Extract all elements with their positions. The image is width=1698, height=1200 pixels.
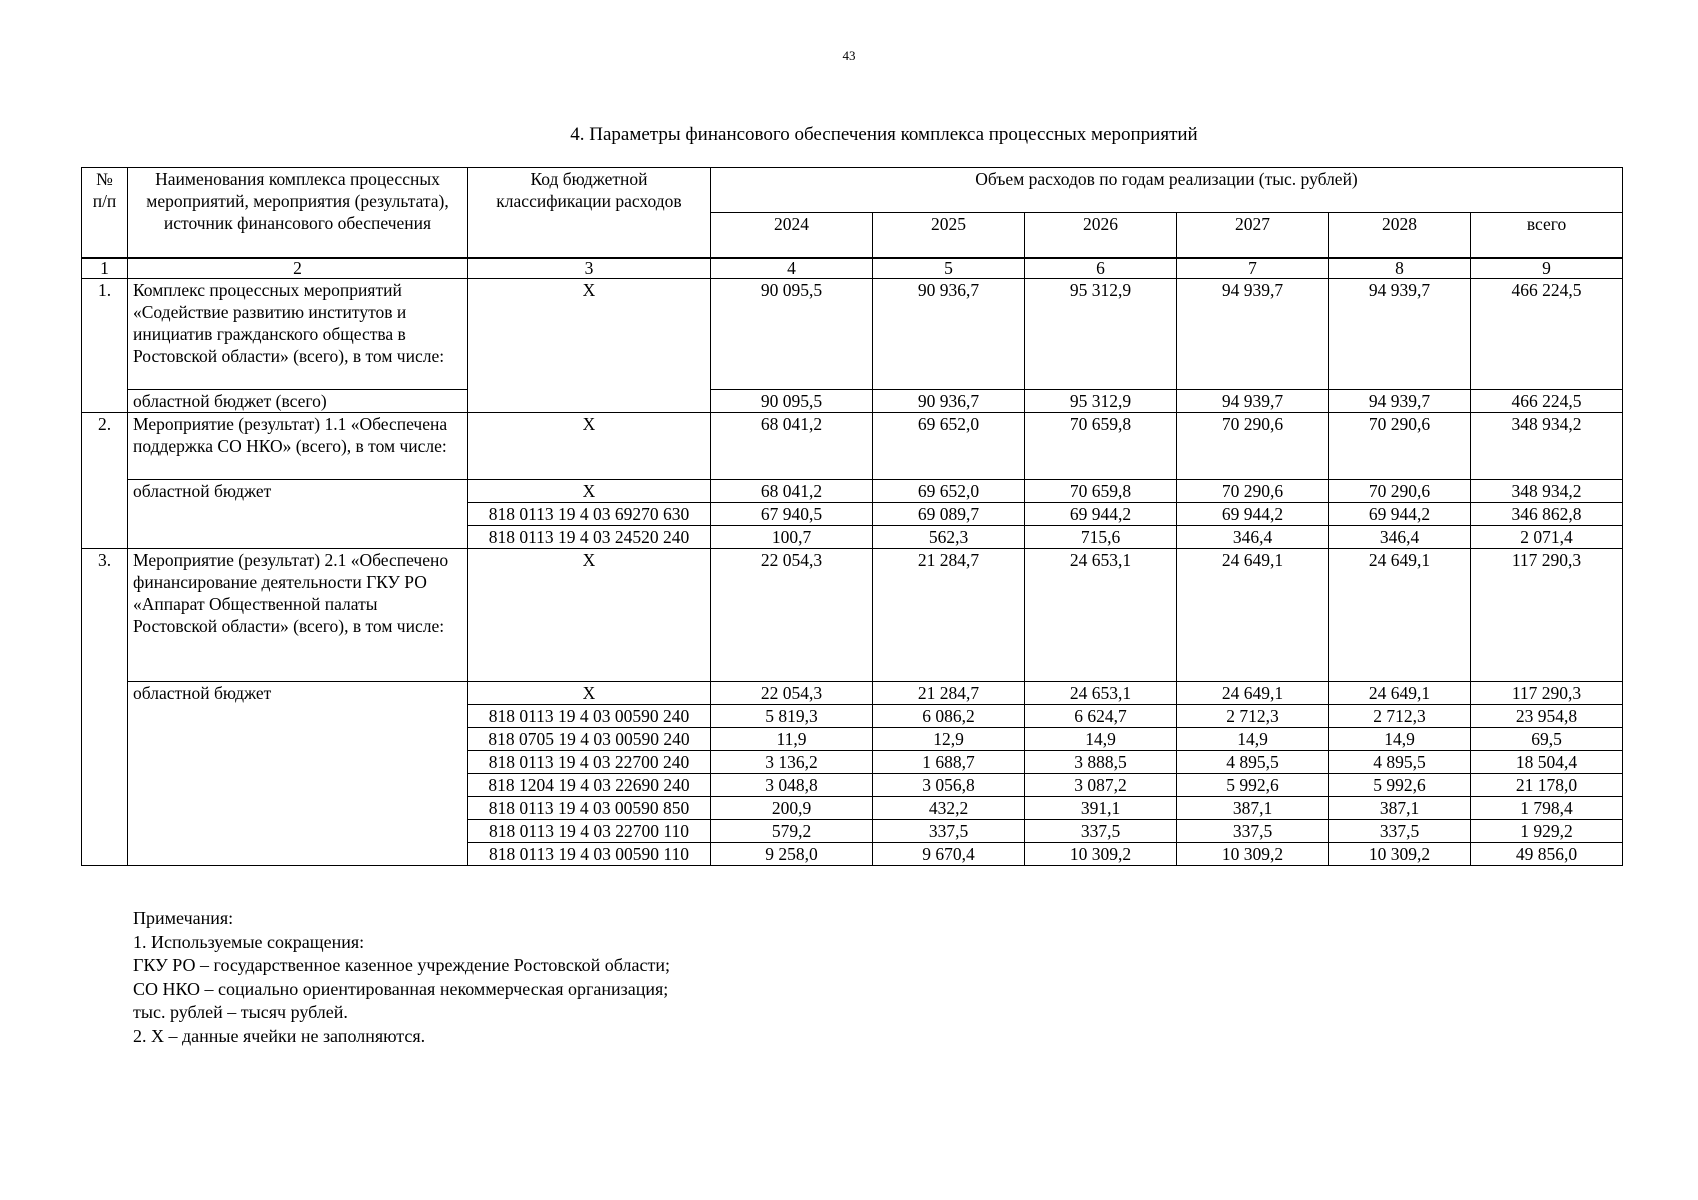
cell-value: 100,7 <box>711 526 873 549</box>
row-code: 818 0113 19 4 03 22700 110 <box>468 820 711 843</box>
cell-value: 466 224,5 <box>1471 390 1623 413</box>
row-code: 818 0113 19 4 03 00590 240 <box>468 705 711 728</box>
cell-value: 21 284,7 <box>873 549 1025 682</box>
header-row <box>82 168 1623 213</box>
cell-value: 90 095,5 <box>711 390 873 413</box>
cell-value: 14,9 <box>1025 728 1177 751</box>
cell-value: 117 290,3 <box>1471 549 1623 682</box>
cell-value: 2 712,3 <box>1177 705 1329 728</box>
col-number: 6 <box>1025 258 1177 279</box>
header-total: всего <box>1471 213 1623 259</box>
cell-value: 24 653,1 <box>1025 682 1177 705</box>
cell-value: 337,5 <box>1177 820 1329 843</box>
cell-value: 337,5 <box>873 820 1025 843</box>
cell-value: 95 312,9 <box>1025 279 1177 390</box>
cell-value: 69,5 <box>1471 728 1623 751</box>
cell-value: 4 895,5 <box>1329 751 1471 774</box>
cell-value: 10 309,2 <box>1177 843 1329 866</box>
table-row <box>82 480 1623 503</box>
cell-value: 6 624,7 <box>1025 705 1177 728</box>
note-line: тыс. рублей – тысяч рублей. <box>133 1002 348 1022</box>
row-subname: областной бюджет <box>128 480 468 549</box>
row-code: 818 0113 19 4 03 22700 240 <box>468 751 711 774</box>
row-code: Х <box>468 480 711 503</box>
budget-table <box>81 167 1623 866</box>
cell-value: 337,5 <box>1329 820 1471 843</box>
notes-heading: Примечания: <box>133 908 234 928</box>
cell-value: 1 798,4 <box>1471 797 1623 820</box>
cell-value: 90 095,5 <box>711 279 873 390</box>
cell-value: 70 290,6 <box>1177 413 1329 480</box>
row-name: Мероприятие (результат) 1.1 «Обеспечена поддержка СО НКО» (всего), в том числе: <box>128 413 468 480</box>
cell-value: 21 178,0 <box>1471 774 1623 797</box>
header-year: 2028 <box>1329 213 1471 259</box>
cell-value: 21 284,7 <box>873 682 1025 705</box>
cell-value: 18 504,4 <box>1471 751 1623 774</box>
note-line: ГКУ РО – государственное казенное учреждение Ростовской области; <box>133 955 670 975</box>
row-num: 1. <box>82 279 128 413</box>
header-num: № п/п <box>82 168 128 259</box>
cell-value: 14,9 <box>1177 728 1329 751</box>
col-number: 9 <box>1471 258 1623 279</box>
cell-value: 1 929,2 <box>1471 820 1623 843</box>
cell-value: 94 939,7 <box>1177 279 1329 390</box>
cell-value: 715,6 <box>1025 526 1177 549</box>
row-code: Х <box>468 279 711 413</box>
cell-value: 346,4 <box>1177 526 1329 549</box>
row-code: Х <box>468 413 711 480</box>
cell-value: 5 819,3 <box>711 705 873 728</box>
col-number: 3 <box>468 258 711 279</box>
cell-value: 4 895,5 <box>1177 751 1329 774</box>
row-code: 818 0113 19 4 03 24520 240 <box>468 526 711 549</box>
row-subname: областной бюджет (всего) <box>128 390 468 413</box>
cell-value: 432,2 <box>873 797 1025 820</box>
row-name: Мероприятие (результат) 2.1 «Обеспечено финансирование деятельности ГКУ РО «Аппарат Общественной палаты Ростовской области» (всего), в том числе: <box>128 549 468 682</box>
cell-value: 5 992,6 <box>1329 774 1471 797</box>
cell-value: 70 659,8 <box>1025 413 1177 480</box>
note-line: СО НКО – социально ориентированная некоммерческая организация; <box>133 978 669 999</box>
cell-value: 3 056,8 <box>873 774 1025 797</box>
cell-value: 14,9 <box>1329 728 1471 751</box>
table-row <box>82 413 1623 480</box>
cell-value: 12,9 <box>873 728 1025 751</box>
column-numbers-row <box>82 258 1623 279</box>
cell-value: 1 688,7 <box>873 751 1025 774</box>
cell-value: 22 054,3 <box>711 682 873 705</box>
header-name: Наименования комплекса процессных мероприятий, мероприятия (результата), источник финансового обеспечения <box>128 168 468 259</box>
cell-value: 94 939,7 <box>1329 390 1471 413</box>
notes <box>133 907 670 1048</box>
page-number: 43 <box>842 48 856 63</box>
table-title: 4. Параметры финансового обеспечения комплекса процессных мероприятий <box>570 124 1198 145</box>
cell-value: 24 649,1 <box>1177 682 1329 705</box>
cell-value: 69 652,0 <box>873 413 1025 480</box>
cell-value: 387,1 <box>1329 797 1471 820</box>
header-volume: Объем расходов по годам реализации (тыс. рублей) <box>711 168 1623 213</box>
cell-value: 69 089,7 <box>873 503 1025 526</box>
table-row <box>82 390 1623 413</box>
cell-value: 70 290,6 <box>1329 413 1471 480</box>
row-num: 3. <box>82 549 128 866</box>
cell-value: 200,9 <box>711 797 873 820</box>
cell-value: 346 862,8 <box>1471 503 1623 526</box>
table-row <box>82 279 1623 390</box>
col-number: 1 <box>82 258 128 279</box>
cell-value: 69 944,2 <box>1177 503 1329 526</box>
cell-value: 3 136,2 <box>711 751 873 774</box>
cell-value: 67 940,5 <box>711 503 873 526</box>
cell-value: 466 224,5 <box>1471 279 1623 390</box>
row-subname: областной бюджет <box>128 682 468 866</box>
cell-value: 70 290,6 <box>1177 480 1329 503</box>
cell-value: 68 041,2 <box>711 413 873 480</box>
col-number: 5 <box>873 258 1025 279</box>
note-line: 1. Используемые сокращения: <box>133 931 365 952</box>
cell-value: 11,9 <box>711 728 873 751</box>
cell-value: 94 939,7 <box>1177 390 1329 413</box>
cell-value: 348 934,2 <box>1471 413 1623 480</box>
cell-value: 579,2 <box>711 820 873 843</box>
header-year: 2026 <box>1025 213 1177 259</box>
row-code: 818 0705 19 4 03 00590 240 <box>468 728 711 751</box>
note-line: 2. Х – данные ячейки не заполняются. <box>133 1025 426 1046</box>
cell-value: 562,3 <box>873 526 1025 549</box>
cell-value: 337,5 <box>1025 820 1177 843</box>
cell-value: 69 944,2 <box>1329 503 1471 526</box>
cell-value: 69 944,2 <box>1025 503 1177 526</box>
cell-value: 90 936,7 <box>873 390 1025 413</box>
header-year: 2025 <box>873 213 1025 259</box>
header-year: 2024 <box>711 213 873 259</box>
table-row <box>82 549 1623 682</box>
cell-value: 69 652,0 <box>873 480 1025 503</box>
cell-value: 68 041,2 <box>711 480 873 503</box>
cell-value: 90 936,7 <box>873 279 1025 390</box>
cell-value: 3 087,2 <box>1025 774 1177 797</box>
cell-value: 346,4 <box>1329 526 1471 549</box>
row-code: 818 0113 19 4 03 00590 110 <box>468 843 711 866</box>
cell-value: 9 670,4 <box>873 843 1025 866</box>
cell-value: 3 048,8 <box>711 774 873 797</box>
cell-value: 24 649,1 <box>1329 549 1471 682</box>
cell-value: 49 856,0 <box>1471 843 1623 866</box>
col-number: 2 <box>128 258 468 279</box>
row-code: 818 1204 19 4 03 22690 240 <box>468 774 711 797</box>
cell-value: 2 712,3 <box>1329 705 1471 728</box>
row-name: Комплекс процессных мероприятий «Содействие развитию институтов и инициатив гражданского общества в Ростовской области» (всего), в том числе: <box>128 279 468 390</box>
row-num: 2. <box>82 413 128 549</box>
cell-value: 10 309,2 <box>1329 843 1471 866</box>
cell-value: 23 954,8 <box>1471 705 1623 728</box>
col-number: 8 <box>1329 258 1471 279</box>
cell-value: 95 312,9 <box>1025 390 1177 413</box>
cell-value: 70 659,8 <box>1025 480 1177 503</box>
header-code: Код бюджетной классификации расходов <box>468 168 711 259</box>
col-number: 7 <box>1177 258 1329 279</box>
cell-value: 117 290,3 <box>1471 682 1623 705</box>
cell-value: 5 992,6 <box>1177 774 1329 797</box>
cell-value: 24 649,1 <box>1177 549 1329 682</box>
cell-value: 94 939,7 <box>1329 279 1471 390</box>
table-row <box>82 682 1623 705</box>
cell-value: 22 054,3 <box>711 549 873 682</box>
cell-value: 70 290,6 <box>1329 480 1471 503</box>
cell-value: 24 653,1 <box>1025 549 1177 682</box>
row-code: 818 0113 19 4 03 00590 850 <box>468 797 711 820</box>
cell-value: 10 309,2 <box>1025 843 1177 866</box>
col-number: 4 <box>711 258 873 279</box>
header-year: 2027 <box>1177 213 1329 259</box>
cell-value: 391,1 <box>1025 797 1177 820</box>
cell-value: 348 934,2 <box>1471 480 1623 503</box>
cell-value: 9 258,0 <box>711 843 873 866</box>
cell-value: 24 649,1 <box>1329 682 1471 705</box>
row-code: 818 0113 19 4 03 69270 630 <box>468 503 711 526</box>
cell-value: 387,1 <box>1177 797 1329 820</box>
cell-value: 6 086,2 <box>873 705 1025 728</box>
row-code: Х <box>468 549 711 682</box>
cell-value: 2 071,4 <box>1471 526 1623 549</box>
row-code: Х <box>468 682 711 705</box>
cell-value: 3 888,5 <box>1025 751 1177 774</box>
